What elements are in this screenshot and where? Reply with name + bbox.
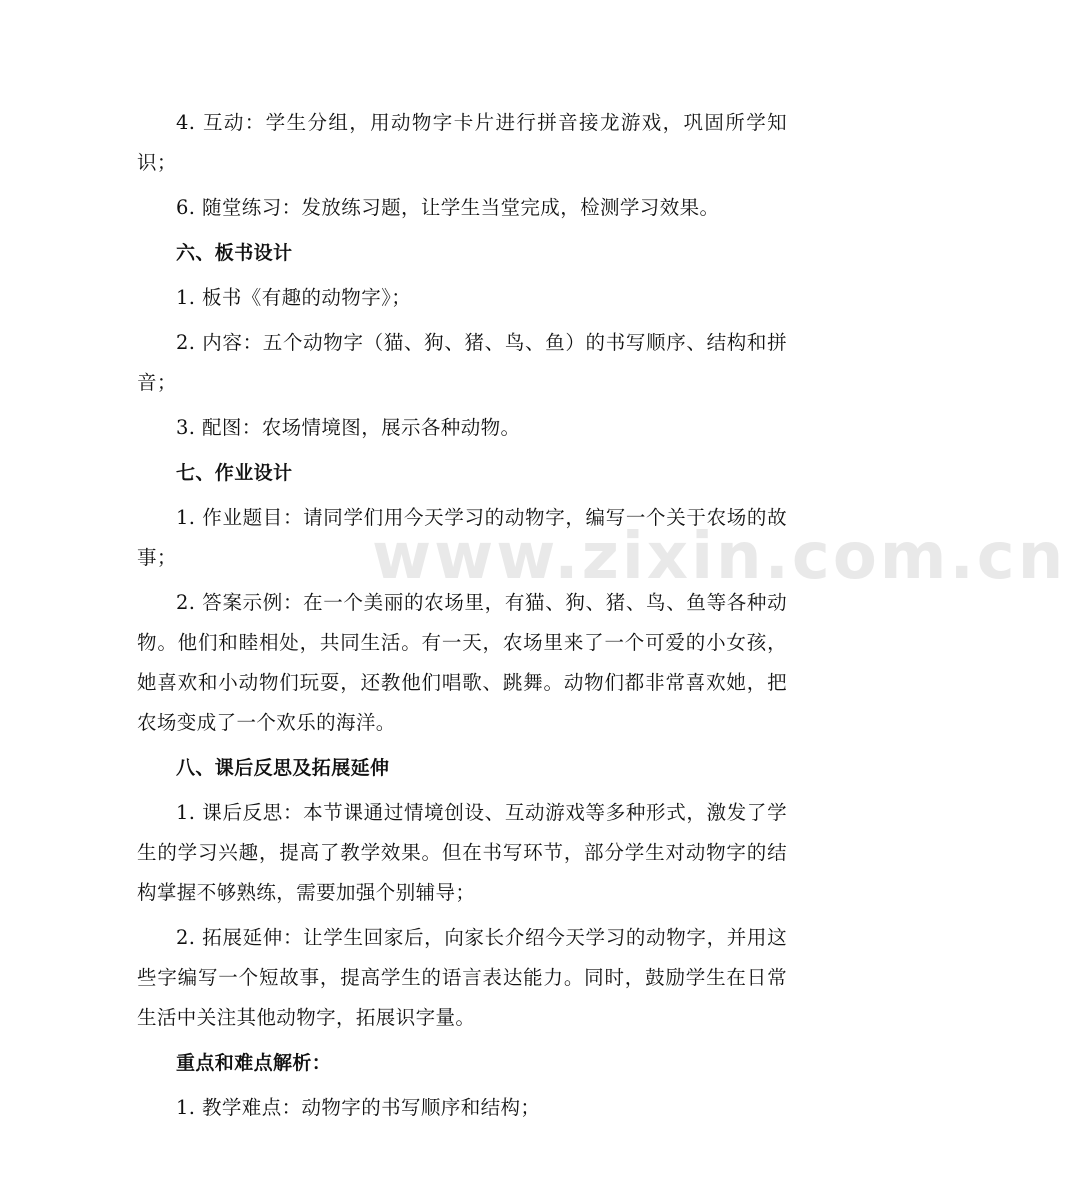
section-heading-homework: 七、作业设计 [176, 462, 293, 484]
paragraph-homework-task: 1. 作业题目：请同学们用今天学习的动物字，编写一个关于农场的故事； [137, 506, 787, 569]
section-heading-key-points: 重点和难点解析： [176, 1052, 332, 1074]
paragraph-practice: 6. 随堂练习：发放练习题，让学生当堂完成，检测学习效果。 [176, 196, 720, 219]
document-body [137, 103, 787, 1133]
paragraph-interaction: 4. 互动：学生分组，用动物字卡片进行拼音接龙游戏，巩固所学知识； [137, 111, 787, 174]
paragraph-board-content: 2. 内容：五个动物字（猫、狗、猪、鸟、鱼）的书写顺序、结构和拼音； [137, 331, 787, 394]
paragraph-homework-answer: 2. 答案示例：在一个美丽的农场里，有猫、狗、猪、鸟、鱼等各种动物。他们和睦相处，共同生活。有一天，农场里来了一个可爱的小女孩，她喜欢和小动物们玩耍，还教他们唱歌、跳舞。动物们都非常喜欢她，把农场变成了一个欢乐的海洋。 [137, 591, 787, 734]
paragraph-extension: 2. 拓展延伸：让学生回家后，向家长介绍今天学习的动物字，并用这些字编写一个短故事，提高学生的语言表达能力。同时，鼓励学生在日常生活中关注其他动物字，拓展识字量。 [137, 926, 787, 1029]
paragraph-board-title: 1. 板书《有趣的动物字》； [176, 286, 412, 309]
watermark: www.zixin.com.cn [372, 520, 1066, 594]
section-heading-reflection: 八、课后反思及拓展延伸 [176, 757, 390, 779]
paragraph-reflection: 1. 课后反思：本节课通过情境创设、互动游戏等多种形式，激发了学生的学习兴趣，提高了教学效果。但在书写环节，部分学生对动物字的结构掌握不够熟练，需要加强个别辅导； [137, 801, 787, 904]
section-heading-board-design: 六、板书设计 [176, 242, 293, 264]
paragraph-difficulty: 1. 教学难点：动物字的书写顺序和结构； [176, 1096, 541, 1119]
paragraph-board-image: 3. 配图：农场情境图，展示各种动物。 [176, 416, 521, 439]
